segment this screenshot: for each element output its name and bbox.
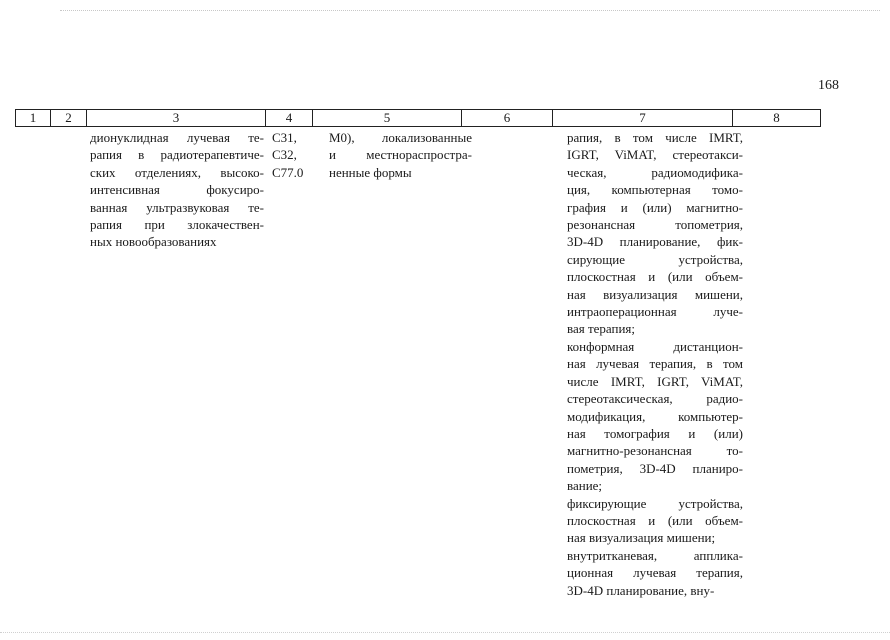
column-7-text (567, 129, 743, 599)
column-5-text (329, 129, 472, 181)
header-cell-5: 5 (313, 110, 462, 127)
col3-line: дионуклидная лучевая те- (90, 130, 264, 145)
col7-line: IGRT, ViMAT, стереотакси- (567, 147, 743, 163)
col7-line: фиксирующие устройства, (567, 495, 743, 511)
header-cell-2: 2 (51, 110, 87, 127)
header-cell-7: 7 (553, 110, 733, 127)
col7-line: сирующие устройства, (567, 251, 743, 267)
col7-line: интраоперационная луче- (567, 304, 743, 320)
col7-line: конформная дистанцион- (567, 338, 743, 354)
col3-line: ских отделениях, высоко- (90, 164, 264, 180)
col7-line: стереотаксическая, радио- (567, 391, 743, 407)
col7-line: графия и (или) магнитно- (567, 199, 743, 215)
col7-line: вая терапия; (567, 321, 636, 337)
header-row (16, 110, 821, 127)
col7-line: ческая, радиомодифика- (567, 164, 743, 180)
col3-line: ванная ультразвуковая те- (90, 199, 264, 215)
col7-line: ционная лучевая терапия, (567, 565, 743, 581)
col7-line: вание; (567, 478, 603, 494)
col7-line: 3D-4D планирование, вну- (567, 582, 715, 598)
header-cell-8: 8 (733, 110, 821, 127)
col7-line: 3D-4D планирование, фик- (567, 234, 743, 250)
col7-line: ная визуализация мишени; (567, 530, 716, 546)
col7-line: модификация, компьютер- (567, 408, 743, 424)
col5-line: M0), локализованные (329, 130, 472, 145)
column-number-header (15, 109, 821, 127)
col7-line: рапия, в том числе IMRT, (567, 130, 743, 145)
col7-line: ная визуализация мишени, (567, 286, 743, 302)
col3-line: рапия при злокачествен- (90, 217, 264, 233)
col3-line: интенсивная фокусиро- (90, 182, 264, 198)
col7-line: внутритканевая, апплика- (567, 547, 743, 563)
col5-line: и местнораспростра- (329, 147, 472, 163)
col4-line: C32, (272, 147, 297, 163)
col7-line: ная томография и (или) (567, 425, 743, 441)
col7-line: плоскостная и (или объем- (567, 269, 743, 285)
col7-line: плоскостная и (или объем- (567, 512, 743, 528)
column-3-text (90, 129, 264, 251)
col4-line: C31, (272, 130, 297, 145)
col7-line: магнитно-резонансная то- (567, 443, 743, 459)
page-number: 168 (818, 78, 839, 93)
col7-line: резонансная топометрия, (567, 217, 743, 233)
header-cell-6: 6 (462, 110, 553, 127)
col3-line: ных новообразованиях (90, 234, 217, 250)
col7-line: ция, компьютерная томо- (567, 182, 743, 198)
col3-line: рапия в радиотерапевтиче- (90, 147, 264, 163)
col4-line: C77.0 (272, 164, 304, 180)
header-cell-1: 1 (16, 110, 51, 127)
column-4-codes (272, 129, 316, 181)
header-cell-4: 4 (266, 110, 313, 127)
scan-edge-top (60, 10, 880, 11)
col7-line: пометрия, 3D-4D планиро- (567, 460, 743, 476)
col7-line: ная лучевая терапия, в том (567, 356, 743, 372)
col7-line: числе IMRT, IGRT, ViMAT, (567, 373, 743, 389)
col5-line: ненные формы (329, 164, 412, 180)
header-cell-3: 3 (87, 110, 266, 127)
scan-edge-bottom (0, 632, 890, 633)
